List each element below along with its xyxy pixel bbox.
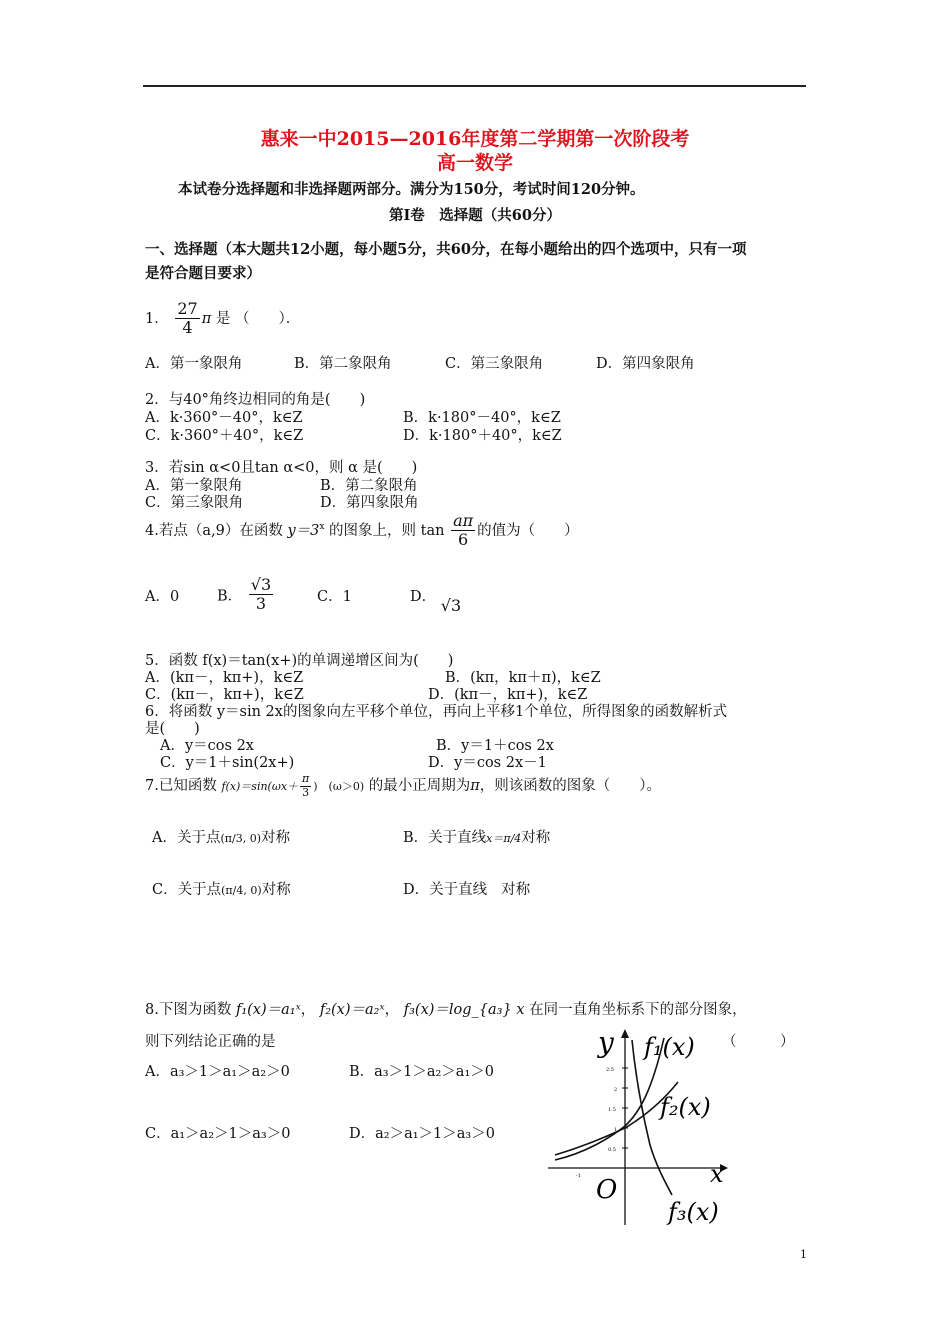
q8-option-d: D．a₂＞a₁＞1＞a₃＞0 [349,1126,495,1142]
q4-option-d-value: √3 [440,596,462,615]
q8-option-b: B．a₃＞1＞a₂＞a₁＞0 [349,1064,494,1080]
q1-option-a: A．第一象限角 [145,356,243,372]
exam-title: 惠来一中2015—2016年度第二学期第一次阶段考 [260,128,690,150]
q7-option-b-label: B．关于直线 [403,830,487,846]
q7-option-d-label: D．关于直线 [403,882,488,898]
q8-option-a: A．a₃＞1＞a₁＞a₂＞0 [145,1064,290,1080]
graph-y-tick-label: 0.5 [608,1147,616,1153]
page-number: 1 [800,1248,807,1261]
question-7-stem [145,773,661,799]
q8-f1: f₁(x)＝a₁ˣ [235,1002,301,1018]
q8-stem-a: 8.下图为函数 [145,1002,232,1018]
q6-option-d: D．y＝cos 2x－1 [428,755,547,771]
graph-f3-label: f₃(x) [668,1198,719,1226]
q8-function-graph [540,1020,740,1235]
q3-option-b: B．第二象限角 [320,478,418,494]
q7-option-a-point: (π/3, 0) [220,832,261,845]
q7-func: f(x)＝sin(ωx＋ [221,780,299,794]
exam-intro: 本试卷分选择题和非选择题两部分。满分为150分，考试时间120分钟。 [178,181,645,198]
q7-option-d-tail: 对称 [501,882,531,898]
q3-option-a: A．第一象限角 [145,478,243,494]
q7-option-c [152,878,291,899]
q7-option-a-label: A．关于点 [152,830,221,846]
q5-option-b: B．(kπ，kπ＋π)，k∈Z [445,670,601,686]
q4-stem-c: 的值为（ ） [477,522,579,539]
q2-option-b: B．k·180°－40°，k∈Z [403,410,561,426]
q2-option-c: C．k·360°＋40°，k∈Z [145,428,304,444]
q7-option-c-tail: 对称 [261,882,291,898]
question-8-stem: 8.下图为函数 f₁(x)＝a₁ˣ， f₂(x)＝a₂ˣ， f₃(x)＝log_{a₃} x 在同一直角坐标系下的部分图象， [145,1002,747,1018]
q8-option-c: C．a₁＞a₂＞1＞a₃＞0 [145,1126,291,1142]
q5-option-d: D．(kπ－，kπ+)，k∈Z [428,687,588,703]
graph-y-label: y [598,1026,614,1059]
part-instruction-line2: 是符合题目要求） [145,265,261,282]
q6-option-a: A．y＝cos 2x [160,738,254,754]
question-8-stem-line2: 则下列结论正确的是 [145,1034,276,1050]
q4-frac-num: aπ [453,511,474,530]
graph-y-arrow [621,1029,629,1038]
q4-option-b-num: √3 [250,575,272,594]
section-title: 第Ⅰ卷 选择题（共60分） [389,207,561,224]
q1-number: 1． [145,310,169,327]
q3-option-d: D．第四象限角 [320,495,419,511]
q4-option-b-label: B． [217,588,243,605]
q7-option-a [152,826,290,847]
part-instruction-line1: 一、选择题（本大题共12小题，每小题5分，共60分，在每小题给出的四个选项中，只有一项 [145,241,747,258]
q7-option-b [403,826,550,847]
q7-stem-c: ，则该函数的图象（ ）。 [479,778,661,795]
question-5-stem: 5．函数 f(x)＝tan(x+)的单调递增区间为( ) [145,653,454,669]
q4-func: y＝3 [287,522,320,539]
q4-option-b [217,576,275,614]
q4-stem-a: 4.若点（a,9）在函数 [145,522,283,539]
subject-title: 高一数学 [436,152,513,174]
graph-f1-label: f₁(x) [644,1033,695,1061]
question-6-stem-line1: 6．将函数 y＝sin 2x的图象向左平移个单位，再向上平移1个单位，所得图象的函数解析式 [145,704,728,720]
q1-option-c: C．第三象限角 [445,356,544,372]
question-2-stem: 2．与40°角终边相同的角是( ) [145,392,366,408]
graph-y-tick-label: 1.5 [608,1107,616,1113]
q3-option-c: C．第三象限角 [145,495,244,511]
q2-option-a: A．k·360°－40°，k∈Z [145,410,303,426]
q7-fraction [300,773,311,799]
q8-answer-paren: （ ） [722,1034,795,1050]
q4-stem-b: 的图象上，则 tan [329,522,445,539]
q1-option-d: D．第四象限角 [596,356,695,372]
q1-option-b: B．第二象限角 [294,356,392,372]
q7-option-a-tail: 对称 [261,830,290,846]
graph-x-label: x [710,1160,724,1188]
q8-stem-b: 在同一直角坐标系下的部分图象， [529,1002,747,1018]
graph-y-tick-label: 2 [614,1087,618,1093]
q5-option-a: A．(kπ－，kπ+)，k∈Z [145,670,304,686]
graph-x-tick-label: -1 [576,1173,581,1179]
q4-func-sup: x [319,522,325,533]
q8-f3: f₃(x)＝log_{a₃} x [403,1002,525,1018]
graph-f2-label: f₂(x) [660,1093,711,1121]
q8-f2: f₂(x)＝a₂ˣ [319,1002,385,1018]
q7-option-b-tail: 对称 [521,830,551,846]
q4-option-a: A．0 [145,589,180,605]
q4-option-d-label: D． [410,589,437,605]
q7-func-tail: ) (ω＞0) [313,780,365,794]
q7-stem-a: 7.已知函数 [145,778,217,795]
question-1-stem [145,300,300,338]
q1-frac-den: 4 [182,318,193,338]
graph-origin-label: O [596,1175,618,1205]
q7-pi: π [470,778,480,795]
q6-option-c: C．y＝1＋sin(2x+) [160,755,295,771]
q5-option-c: C．(kπ－，kπ+)，k∈Z [145,687,304,703]
graph-y-tick-label: 1 [614,1127,618,1133]
q4-fraction [451,512,475,550]
q4-option-b-fraction [249,576,273,614]
graph-y-tick-label: 2.5 [606,1067,614,1073]
q1-stem-tail: 是 （ ）． [215,310,301,327]
q1-frac-num: 27 [177,299,198,318]
q7-frac-den: 3 [302,785,310,799]
q7-option-d [403,878,530,899]
q7-option-b-eq: x＝π/4 [486,832,522,845]
q1-pi: π [201,310,212,327]
q1-fraction [175,300,199,338]
question-3-stem: 3．若sin α<0且tan α<0，则 α 是( ) [145,460,418,476]
q4-frac-den: 6 [458,530,469,550]
q2-option-d: D．k·180°＋40°，k∈Z [403,428,562,444]
q7-frac-num: π [302,772,310,785]
q6-option-b: B．y＝1＋cos 2x [436,738,554,754]
question-6-stem-line2: 是( ) [145,721,200,737]
q4-option-d [410,585,462,615]
q7-option-c-point: (π/4, 0) [221,884,262,897]
top-rule [143,85,806,87]
q4-option-c: C．1 [317,589,352,605]
question-4-stem [145,512,579,550]
q7-option-c-label: C．关于点 [152,882,222,898]
q4-option-b-den: 3 [255,594,267,614]
q7-stem-b: 的最小正周期为 [368,778,471,795]
